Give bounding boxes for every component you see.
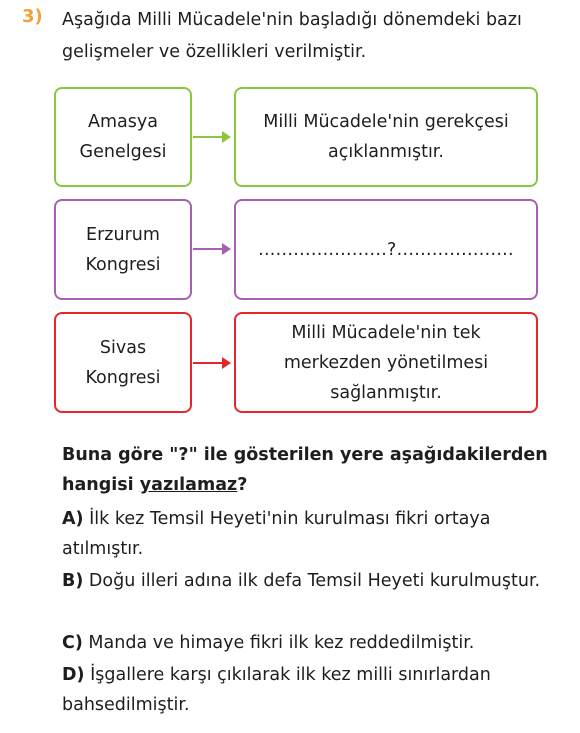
event-name-line2: Kongresi: [85, 367, 161, 388]
description-box-amasya: [234, 87, 538, 187]
option-text: Manda ve himaye fikri ilk kez reddedilmiştir.: [88, 633, 475, 653]
option-label: A): [62, 509, 84, 529]
option-label: D): [62, 665, 85, 685]
event-name-line1: Erzurum: [86, 224, 160, 245]
option-b[interactable]: [62, 566, 567, 596]
question-text: Buna göre "?" ile gösterilen yere aşağıdakilerden hangisi: [62, 445, 548, 495]
event-name-line1: Sivas: [99, 337, 147, 358]
event-box-amasya: [54, 87, 192, 187]
question-number: 3): [22, 6, 43, 27]
arrow-right-icon: [193, 356, 231, 370]
blank-placeholder: ......................?....................: [258, 239, 514, 260]
question-emphasis: yazılamaz: [139, 475, 238, 495]
option-text: İşgallere karşı çıkılarak ilk kez milli sınırlardan bahsedilmiştir.: [62, 665, 491, 715]
event-name-line2: Genelgesi: [79, 142, 167, 162]
description-box-erzurum: [234, 199, 538, 300]
option-a[interactable]: [62, 504, 567, 564]
event-name-line2: Kongresi: [85, 254, 161, 275]
option-text: İlk kez Temsil Heyeti'nin kurulması fikri ortaya atılmıştır.: [62, 509, 491, 559]
event-name-line1: Amasya: [88, 112, 158, 132]
option-d[interactable]: [62, 660, 567, 720]
question-mark: ?: [237, 475, 248, 495]
option-label: B): [62, 571, 84, 591]
option-c[interactable]: [62, 628, 567, 658]
question-stem: [62, 440, 567, 500]
arrow-right-icon: [193, 242, 231, 256]
event-box-erzurum: [54, 199, 192, 300]
description-box-sivas: [234, 312, 538, 413]
option-label: C): [62, 633, 83, 653]
description-text: Milli Mücadele'nin tek merkezden yönetilmesi sağlanmıştır.: [283, 322, 489, 403]
arrow-right-icon: [193, 130, 231, 144]
intro-text: Aşağıda Milli Mücadele'nin başladığı dönemdeki bazı gelişmeler ve özellikleri verilmiştir.: [62, 10, 522, 62]
description-text: Milli Mücadele'nin gerekçesi açıklanmıştır.: [263, 112, 509, 162]
event-box-sivas: [54, 312, 192, 413]
option-text: Doğu illeri adına ilk defa Temsil Heyeti kurulmuştur.: [88, 571, 541, 591]
